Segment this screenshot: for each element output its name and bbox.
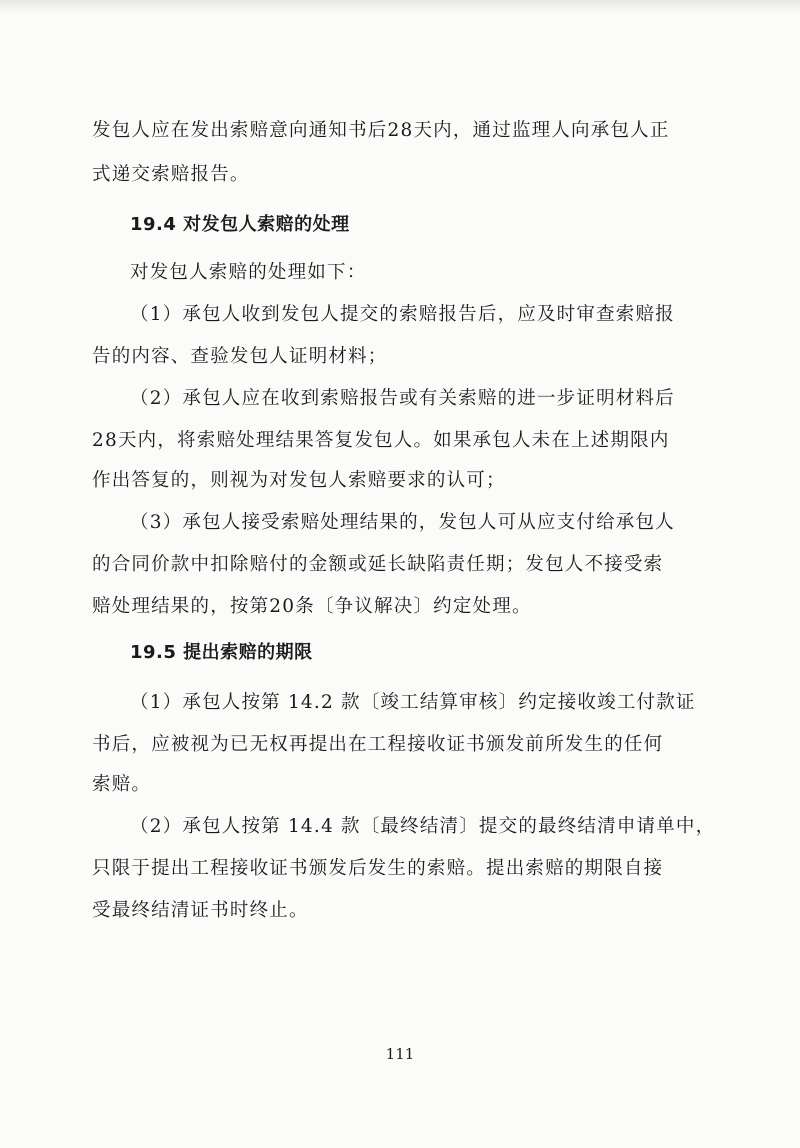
paragraph-line: （3）承包人接受索赔处理结果的，发包人可从应支付给承包人 — [130, 512, 675, 533]
paragraph-line: （2）承包人按第 14.4 款〔最终结清〕提交的最终结清申请单中， — [130, 816, 716, 837]
paragraph-line: （2）承包人应在收到索赔报告或有关索赔的进一步证明材料后 — [130, 388, 675, 409]
paragraph-line: 式递交索赔报告。 — [92, 164, 250, 185]
section-heading-19-4: 19.4 对发包人索赔的处理 — [130, 214, 350, 235]
paragraph-line: 作出答复的，则视为对发包人索赔要求的认可； — [92, 470, 506, 491]
paragraph-line: 受最终结清证书时终止。 — [92, 900, 309, 921]
paragraph-line: 对发包人索赔的处理如下： — [130, 262, 367, 283]
scan-edge — [0, 0, 800, 14]
paragraph-line: 索赔。 — [92, 774, 152, 795]
paragraph-line: 发包人应在发出索赔意向通知书后28天内，通过监理人向承包人正 — [92, 120, 670, 141]
paragraph-line: 书后，应被视为已无权再提出在工程接收证书颁发前所发生的任何 — [92, 734, 664, 755]
section-heading-19-5: 19.5 提出索赔的期限 — [130, 642, 313, 663]
paragraph-line: 28天内，将索赔处理结果答复发包人。如果承包人未在上述期限内 — [92, 430, 670, 451]
paragraph-line: （1）承包人收到发包人提交的索赔报告后，应及时审查索赔报 — [130, 304, 675, 325]
paragraph-line: 的合同价款中扣除赔付的金额或延长缺陷责任期；发包人不接受索 — [92, 554, 664, 575]
paragraph-line: 赔处理结果的，按第20条〔争议解决〕约定处理。 — [92, 596, 532, 617]
page-number: 111 — [385, 1045, 415, 1063]
paragraph-line: （1）承包人按第 14.2 款〔竣工结算审核〕约定接收竣工付款证 — [130, 692, 696, 713]
paragraph-line: 告的内容、查验发包人证明材料； — [92, 346, 388, 367]
paragraph-line: 只限于提出工程接收证书颁发后发生的索赔。提出索赔的期限自接 — [92, 858, 664, 879]
